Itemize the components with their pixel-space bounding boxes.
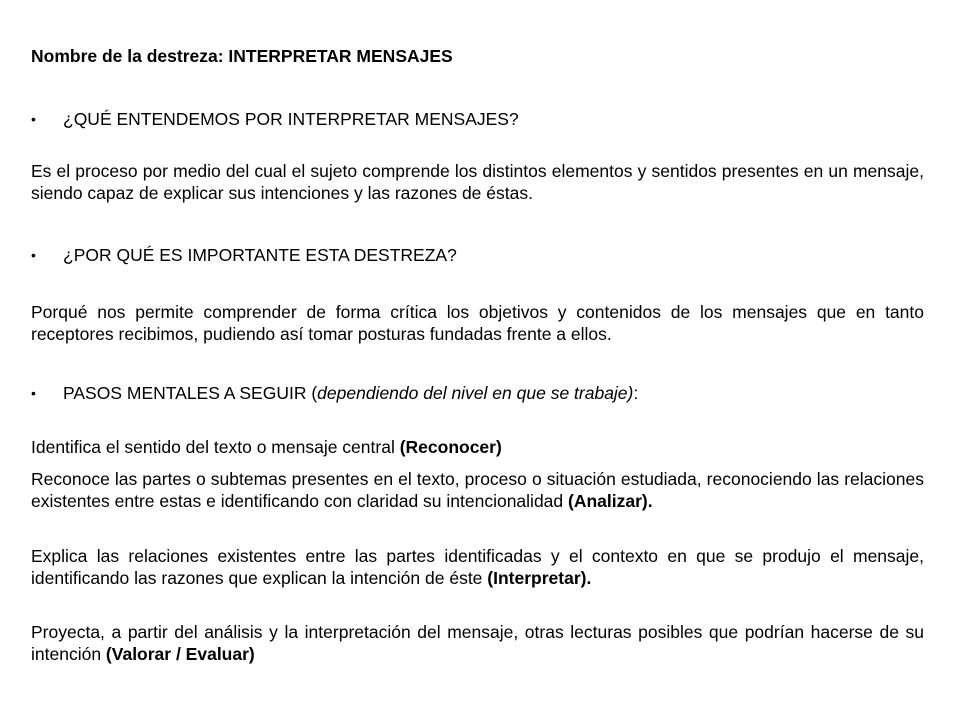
step-label: (Analizar). (568, 491, 653, 511)
bullet-label: ¿QUÉ ENTENDEMOS POR INTERPRETAR MENSAJES? (63, 109, 519, 129)
step-text: Identifica el sentido del texto o mensaje central (31, 437, 400, 457)
step-text: Explica las relaciones existentes entre las partes identificadas y el contexto en que se produjo el mensaje, identificando las razones que explican la intención de éste (31, 546, 924, 588)
bullet-label-text: PASOS MENTALES A SEGUIR ( (63, 383, 318, 403)
bullet-label-suffix: : (633, 383, 639, 403)
bullet-dot-icon: • (31, 385, 36, 401)
skill-title (31, 45, 453, 67)
step-analyze (31, 468, 924, 512)
definition-paragraph: Es el proceso por medio del cual el sujeto comprende los distintos elementos y sentidos presentes en un mensaje, siendo capaz de explicar sus intenciones y las razones de éstas. (31, 161, 924, 203)
step-label: (Interpretar). (487, 568, 592, 588)
step-evaluate (31, 621, 924, 665)
step-label: (Valorar / Evaluar) (105, 644, 255, 664)
bullet-dot-icon: • (31, 111, 36, 127)
step-text: Reconoce las partes o subtemas presentes en el texto, proceso o situación estudiada, reconociendo las relaciones existentes entre estas e identificando con claridad su intencionalidad (31, 469, 924, 511)
bullet-label: ¿POR QUÉ ES IMPORTANTE ESTA DESTREZA? (63, 245, 457, 265)
bullet-dot-icon: • (31, 247, 36, 263)
importance-paragraph: Porqué nos permite comprender de forma crítica los objetivos y contenidos de los mensajes que en tanto receptores recibimos, pudiendo así tomar posturas fundadas frente a ellos. (31, 302, 924, 344)
skill-title-prefix: Nombre de la destreza: (31, 46, 229, 66)
bullet-label-italic: dependiendo del nivel en que se trabaje) (317, 383, 634, 403)
step-recognize (31, 436, 924, 458)
slide (31, 0, 924, 720)
step-label: (Reconocer) (399, 437, 502, 457)
bullet-label (63, 382, 638, 404)
skill-title-value: INTERPRETAR MENSAJES (228, 46, 453, 66)
step-interpret (31, 545, 924, 589)
step-text: Proyecta, a partir del análisis y la interpretación del mensaje, otras lecturas posibles que podrían hacerse de su intención (31, 622, 924, 664)
